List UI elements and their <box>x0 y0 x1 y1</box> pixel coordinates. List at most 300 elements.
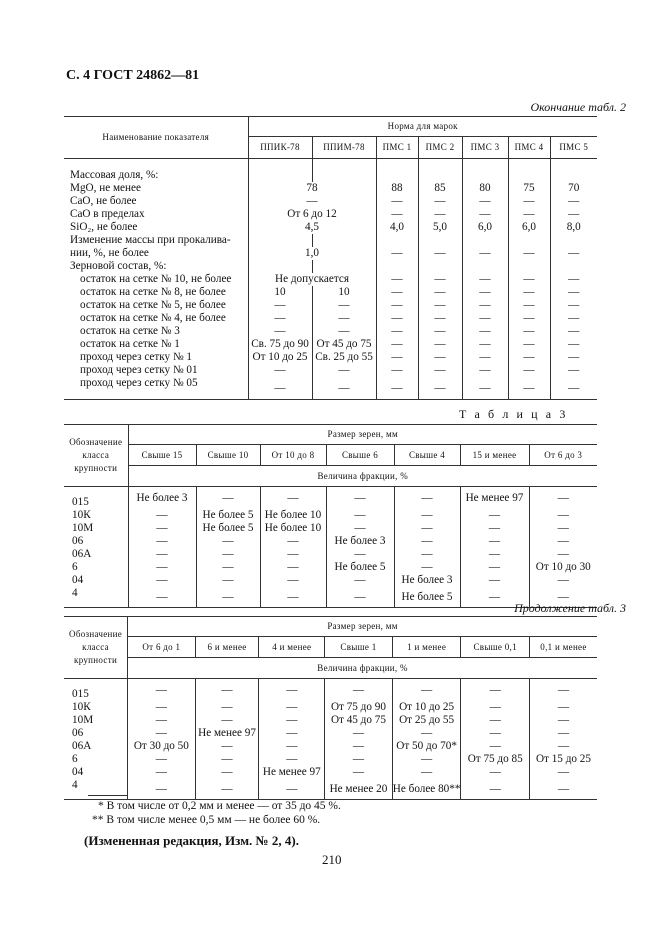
class-header: Обозначение класса крупности <box>64 617 128 679</box>
table-cell: От 10 до 30 <box>535 561 591 573</box>
table-cell: — <box>376 299 418 312</box>
table-cell: 4,0 <box>376 221 418 234</box>
table-row <box>64 574 597 587</box>
table-cell: — <box>325 679 393 702</box>
table-cell: — <box>557 574 569 586</box>
table-cell: — <box>195 679 259 702</box>
class-cell: 015 <box>64 487 128 510</box>
table-cell: Не более 5 <box>196 522 260 535</box>
table-cell: — <box>508 286 550 299</box>
table-cell <box>376 234 418 247</box>
table-cell: — <box>394 522 460 535</box>
table-cell: — <box>325 740 393 753</box>
size-header: Размер зерен, мм <box>128 425 597 445</box>
class-cell: 10М <box>64 522 128 535</box>
table-cell: — <box>462 195 508 208</box>
table-cell: — <box>462 273 508 286</box>
table-cell: — <box>326 522 394 535</box>
row-name: остаток на сетке № 4, не более <box>64 312 248 325</box>
table-cell: — <box>508 273 550 286</box>
row-name: MgO, не менее <box>64 182 248 195</box>
table-cell: 70 <box>568 182 580 194</box>
table-cell: — <box>376 377 418 400</box>
table-cell: — <box>568 273 580 285</box>
table-row <box>64 753 597 766</box>
table-cell: — <box>394 487 460 510</box>
table2-caption: Окончание табл. 2 <box>530 100 626 114</box>
table-cell: — <box>461 714 530 727</box>
column-header: Свыше 1 <box>325 637 393 658</box>
table-cell <box>418 159 462 183</box>
table-cell: — <box>418 351 462 364</box>
table-row <box>64 208 597 221</box>
table3-caption: Т а б л и ц а 3 <box>459 407 568 421</box>
table-cell <box>508 159 550 183</box>
table-cell: — <box>557 701 570 713</box>
table-cell: — <box>195 779 259 800</box>
merged-cell: 78 <box>248 182 376 195</box>
footnote-divider <box>88 795 128 796</box>
row-name: остаток на сетке № 10, не более <box>64 273 248 286</box>
table-cell <box>550 234 597 247</box>
table-cell: — <box>568 364 580 376</box>
column-header: Свыше 4 <box>394 445 460 466</box>
table3b-caption: Продолжение табл. 3 <box>514 601 626 615</box>
table-cell: — <box>418 364 462 377</box>
table-cell <box>418 234 462 247</box>
table-row <box>64 701 597 714</box>
table-cell: — <box>196 487 260 510</box>
table-cell: — <box>394 548 460 561</box>
table-cell: Св. 75 до 90 <box>248 338 312 351</box>
class-cell: 4 <box>64 779 128 800</box>
table-cell: — <box>568 299 580 311</box>
table-cell: — <box>376 247 418 260</box>
table-cell: 10 <box>312 286 376 299</box>
row-name: нии, %, не более <box>64 247 248 260</box>
table-cell: Не более 3 <box>394 574 460 587</box>
table-row <box>64 727 597 740</box>
table-cell: Не более 10 <box>260 522 326 535</box>
class-cell: 06А <box>64 740 128 753</box>
table-cell: — <box>376 208 418 221</box>
class-cell: 10К <box>64 701 128 714</box>
table-cell: — <box>550 377 597 400</box>
table-cell: — <box>461 766 530 779</box>
table-row <box>64 561 597 574</box>
table-cell: — <box>460 561 529 574</box>
table-cell: — <box>128 701 196 714</box>
table2-norm-header: Норма для марок <box>248 117 597 137</box>
size-header: Размер зерен, мм <box>128 617 597 637</box>
table-cell <box>248 234 312 247</box>
table2-col-header: ПМС 4 <box>508 137 550 159</box>
table-row <box>64 260 597 273</box>
merged-cell: — <box>248 195 376 208</box>
table-cell: — <box>259 727 325 740</box>
page-header: С. 4 ГОСТ 24862—81 <box>66 68 200 83</box>
table-cell: — <box>508 364 550 377</box>
table-cell: — <box>196 535 260 548</box>
table-cell: От 25 до 55 <box>392 714 461 727</box>
class-cell: 4 <box>64 587 128 608</box>
table-cell: — <box>128 714 196 727</box>
table-cell: — <box>462 377 508 400</box>
table-cell: — <box>462 247 508 260</box>
table-row <box>64 247 597 260</box>
table-cell: — <box>312 312 376 325</box>
table-cell: — <box>128 766 196 779</box>
table-cell: 6,0 <box>462 221 508 234</box>
table-cell: — <box>557 535 569 547</box>
table-cell: — <box>418 273 462 286</box>
table-cell: — <box>196 574 260 587</box>
table-cell: — <box>376 195 418 208</box>
table-cell: Не менее 97 <box>195 727 259 740</box>
table-cell: — <box>529 587 597 608</box>
table-cell: От 10 до 25 <box>248 351 312 364</box>
table-cell: От 15 до 25 <box>535 753 591 765</box>
footnote-1: * В том числе от 0,2 мм и менее — от 35 до 45 %. <box>98 800 341 812</box>
column-header: От 6 до 3 <box>529 445 597 466</box>
table2-col-header: ПМС 1 <box>376 137 418 159</box>
row-name: Массовая доля, %: <box>64 159 248 183</box>
table-cell: Не менее 97 <box>460 487 529 510</box>
table-cell: — <box>128 535 196 548</box>
table-cell: — <box>418 325 462 338</box>
row-name: остаток на сетке № 1 <box>64 338 248 351</box>
table-cell: — <box>462 325 508 338</box>
table-cell: — <box>461 727 530 740</box>
table-cell: Не более 10 <box>260 509 326 522</box>
table-cell: — <box>508 299 550 312</box>
table-row <box>64 221 597 234</box>
table2-col-header: ППИМ-78 <box>312 137 376 159</box>
table-cell: — <box>326 509 394 522</box>
table-row <box>64 325 597 338</box>
table-cell: — <box>460 535 529 548</box>
table2-col-header: ПМС 2 <box>418 137 462 159</box>
table-cell: — <box>376 273 418 286</box>
table-cell: — <box>461 740 530 753</box>
table-cell: — <box>418 312 462 325</box>
table-cell: От 30 до 50 <box>128 740 196 753</box>
table-cell: — <box>568 312 580 324</box>
table-cell: — <box>462 286 508 299</box>
table-cell: — <box>508 195 550 208</box>
table-row <box>64 487 597 510</box>
table-cell: — <box>376 286 418 299</box>
table2-col-header: ППИК-78 <box>248 137 312 159</box>
column-header: 15 и менее <box>460 445 529 466</box>
table-cell: От 45 до 75 <box>312 338 376 351</box>
table-cell: От 10 до 25 <box>392 701 461 714</box>
table-cell: — <box>376 364 418 377</box>
table-cell: — <box>508 351 550 364</box>
amendment-note: (Измененная редакция, Изм. № 2, 4). <box>84 833 299 848</box>
table-cell: — <box>326 548 394 561</box>
table-cell: — <box>128 561 196 574</box>
table-cell: — <box>460 522 529 535</box>
table-cell: — <box>418 299 462 312</box>
table-cell: Не менее 97 <box>259 766 325 779</box>
table-row <box>64 299 597 312</box>
table-row <box>64 535 597 548</box>
table-cell: — <box>508 312 550 325</box>
table-cell <box>376 260 418 273</box>
table-cell: — <box>460 574 529 587</box>
table-cell: — <box>259 740 325 753</box>
table-cell: — <box>325 753 393 766</box>
table-cell: — <box>259 779 325 800</box>
table-row <box>64 286 597 299</box>
class-cell: 015 <box>64 679 128 702</box>
table-cell: — <box>557 727 570 739</box>
table-cell: 6,0 <box>508 221 550 234</box>
table-cell: — <box>128 753 196 766</box>
table-cell: — <box>392 753 461 766</box>
table-cell: — <box>312 364 376 377</box>
class-cell: 06А <box>64 548 128 561</box>
table-cell: — <box>557 766 570 778</box>
table-cell: — <box>326 574 394 587</box>
table-cell: — <box>248 325 312 338</box>
column-header: Свыше 15 <box>128 445 196 466</box>
fraction-header: Величина фракции, % <box>128 466 597 487</box>
table-cell: — <box>259 714 325 727</box>
table-cell <box>418 260 462 273</box>
table-cell: — <box>128 522 196 535</box>
class-cell: 10К <box>64 509 128 522</box>
table-cell: 80 <box>462 182 508 195</box>
table-cell: 88 <box>376 182 418 195</box>
table-cell: От 50 до 70* <box>392 740 461 753</box>
table-row <box>64 159 597 183</box>
table-row <box>64 195 597 208</box>
table-cell: — <box>195 714 259 727</box>
table-cell: — <box>196 548 260 561</box>
table-cell <box>312 159 376 183</box>
table-cell: — <box>508 338 550 351</box>
table-cell: — <box>557 740 570 752</box>
table-cell: — <box>128 679 196 702</box>
table-cell: — <box>557 714 570 726</box>
column-header: 1 и менее <box>392 637 461 658</box>
table-cell <box>248 260 312 273</box>
table-cell: — <box>462 364 508 377</box>
table-cell: — <box>568 338 580 350</box>
table-cell: — <box>508 247 550 260</box>
table-cell: Св. 25 до 55 <box>312 351 376 364</box>
row-name: проход через сетку № 05 <box>64 377 248 400</box>
table3b <box>64 616 597 800</box>
table-row <box>64 377 597 400</box>
table-row <box>64 364 597 377</box>
row-name: SiO₂, не более <box>64 221 248 234</box>
table-cell: — <box>568 325 580 337</box>
merged-cell: От 6 до 12 <box>248 208 376 221</box>
class-cell: 6 <box>64 561 128 574</box>
table-cell: — <box>128 509 196 522</box>
table-cell <box>376 159 418 183</box>
table-cell: — <box>461 679 530 702</box>
table-cell: — <box>418 286 462 299</box>
table-cell <box>462 234 508 247</box>
table-cell <box>462 159 508 183</box>
table-row <box>64 522 597 535</box>
table-cell: — <box>392 766 461 779</box>
table-cell: — <box>196 561 260 574</box>
table-cell <box>508 234 550 247</box>
table-cell: — <box>248 377 312 400</box>
row-name: Изменение массы при прокалива- <box>64 234 248 247</box>
class-cell: 6 <box>64 753 128 766</box>
table-cell: — <box>128 779 196 800</box>
table-cell: — <box>394 561 460 574</box>
table-cell: — <box>326 487 394 510</box>
fraction-header: Величина фракции, % <box>128 658 597 679</box>
table-cell: Не менее 20 <box>325 779 393 800</box>
table-row <box>64 740 597 753</box>
table-cell: — <box>394 535 460 548</box>
table-cell: 5,0 <box>418 221 462 234</box>
table-cell: — <box>248 299 312 312</box>
table-cell: — <box>326 587 394 608</box>
table-cell: — <box>248 312 312 325</box>
table-cell: — <box>260 574 326 587</box>
table-cell: — <box>462 208 508 221</box>
table-cell: — <box>508 377 550 400</box>
table-cell: — <box>557 522 569 534</box>
table-cell: От 45 до 75 <box>325 714 393 727</box>
table-cell: — <box>460 548 529 561</box>
table-cell <box>550 260 597 273</box>
column-header: Свыше 0,1 <box>461 637 530 658</box>
table2-col-header: ПМС 3 <box>462 137 508 159</box>
table-cell: — <box>529 779 597 800</box>
table-row <box>64 509 597 522</box>
table-cell: — <box>248 364 312 377</box>
table-cell: — <box>392 679 461 702</box>
table-cell: — <box>260 535 326 548</box>
column-header: 6 и менее <box>195 637 259 658</box>
class-cell: 04 <box>64 766 128 779</box>
table-cell: — <box>195 701 259 714</box>
row-name: остаток на сетке № 8, не более <box>64 286 248 299</box>
table-cell: — <box>128 587 196 608</box>
table-cell <box>550 159 597 183</box>
table-cell: — <box>461 701 530 714</box>
table-cell: — <box>312 377 376 400</box>
table-row <box>64 338 597 351</box>
merged-cell: 1,0 <box>248 247 376 260</box>
table-cell: — <box>568 247 580 259</box>
column-header: Свыше 6 <box>326 445 394 466</box>
table-cell: — <box>195 766 259 779</box>
table-cell: Не более 80** <box>392 779 461 800</box>
table-cell: — <box>259 753 325 766</box>
table-cell: — <box>418 377 462 400</box>
table-cell: — <box>195 740 259 753</box>
table-cell: — <box>325 766 393 779</box>
table-row <box>64 273 597 286</box>
table-cell: — <box>260 487 326 510</box>
table-cell: — <box>461 779 530 800</box>
table-cell <box>508 260 550 273</box>
column-header: Свыше 10 <box>196 445 260 466</box>
table-row <box>64 312 597 325</box>
row-name: остаток на сетке № 5, не более <box>64 299 248 312</box>
table-cell: Не более 5 <box>196 509 260 522</box>
table-cell: — <box>418 208 462 221</box>
table-cell: — <box>462 351 508 364</box>
table-cell: — <box>195 753 259 766</box>
table-cell: — <box>462 312 508 325</box>
table-cell: — <box>376 338 418 351</box>
table-cell: — <box>557 491 569 504</box>
class-cell: 04 <box>64 574 128 587</box>
table-cell: — <box>557 548 569 560</box>
table-cell: — <box>376 312 418 325</box>
table-cell: — <box>568 286 580 298</box>
table-row <box>64 548 597 561</box>
row-name: остаток на сетке № 3 <box>64 325 248 338</box>
table-cell <box>462 260 508 273</box>
table-cell: — <box>418 195 462 208</box>
table-cell: 10 <box>248 286 312 299</box>
table-cell: — <box>460 509 529 522</box>
table-cell: — <box>128 574 196 587</box>
table-row <box>64 679 597 702</box>
table-cell: — <box>392 727 461 740</box>
table-cell: — <box>508 325 550 338</box>
table-row <box>64 234 597 247</box>
class-cell: 06 <box>64 727 128 740</box>
row-name: проход через сетку № 1 <box>64 351 248 364</box>
table-cell: — <box>376 325 418 338</box>
table-cell: Не более 3 <box>128 487 196 510</box>
table-cell: — <box>128 548 196 561</box>
row-name: CaO в пределах <box>64 208 248 221</box>
table2 <box>64 116 597 400</box>
table2-name-header: Наименование показателя <box>64 117 248 159</box>
row-name: проход через сетку № 01 <box>64 364 248 377</box>
table-cell: — <box>325 727 393 740</box>
table-cell: — <box>376 351 418 364</box>
table-cell <box>312 234 376 247</box>
table-cell <box>248 159 312 183</box>
table-cell: — <box>508 208 550 221</box>
merged-cell: 4,5 <box>248 221 376 234</box>
table-cell: — <box>260 587 326 608</box>
table-cell: — <box>557 683 570 696</box>
table-cell: — <box>568 351 580 363</box>
page-number: 210 <box>322 852 342 867</box>
class-header: Обозначение класса крупности <box>64 425 128 487</box>
column-header: 0,1 и менее <box>529 637 597 658</box>
table-cell: — <box>460 587 529 608</box>
table-cell: Не более 5 <box>326 561 394 574</box>
class-cell: 10М <box>64 714 128 727</box>
column-header: От 6 до 1 <box>128 637 196 658</box>
column-header: От 10 до 8 <box>260 445 326 466</box>
row-name: CaO, не более <box>64 195 248 208</box>
table-cell: — <box>418 338 462 351</box>
table-cell: От 75 до 85 <box>461 753 530 766</box>
table-cell: — <box>557 509 569 521</box>
table-cell: — <box>260 561 326 574</box>
row-name: Зерновой состав, %: <box>64 260 248 273</box>
